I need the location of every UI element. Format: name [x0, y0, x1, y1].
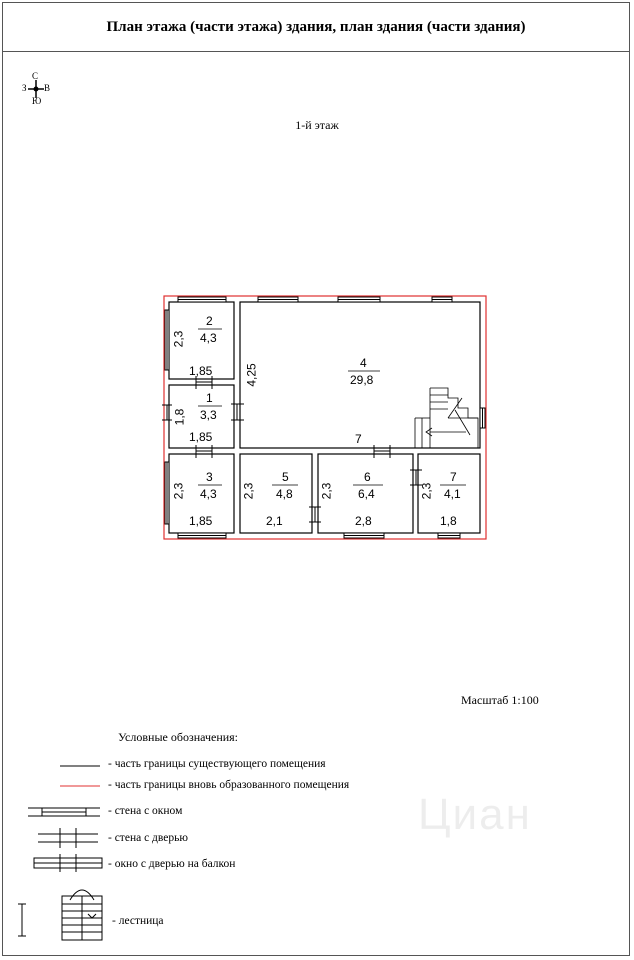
room-1-area: 3,3 — [200, 408, 217, 422]
compass-west: З — [22, 83, 27, 93]
dim-r6-side: 2,3 — [319, 482, 334, 500]
dim-r6-bottom: 2,8 — [355, 514, 372, 528]
legend-title: Условные обозначения: — [118, 730, 239, 744]
dim-r7-side: 2,3 — [419, 482, 434, 500]
room-1-number: 1 — [206, 391, 213, 405]
room-6-area: 6,4 — [358, 487, 375, 501]
scale-label: Масштаб 1:100 — [461, 693, 539, 707]
dim-r4-side: 4,25 — [244, 363, 259, 387]
compass-north: С — [32, 71, 39, 81]
legend-stairs-icon — [18, 890, 102, 940]
page-title: План этажа (части этажа) здания, план здания (части здания) — [2, 2, 630, 52]
room-7-area: 4,1 — [444, 487, 461, 501]
legend-wall-door-icon — [38, 828, 98, 848]
compass-east: В — [44, 83, 51, 93]
dim-r3-side: 2,3 — [171, 482, 186, 500]
legend-wall-door: - стена с дверью — [108, 832, 188, 844]
room-4-area: 29,8 — [350, 373, 374, 387]
legend-wall-window: - стена с окном — [108, 805, 183, 817]
legend-window-door-balcony: - окно с дверью на балкон — [108, 858, 236, 870]
compass-south: Ю — [32, 96, 42, 106]
legend-balcony-door-icon — [34, 854, 102, 872]
dim-r1-bottom: 1,85 — [189, 430, 213, 444]
dim-r5-side: 2,3 — [241, 482, 256, 500]
dim-r7-bottom: 1,8 — [440, 514, 457, 528]
room-4-number: 4 — [360, 356, 367, 370]
legend-wall-window-icon — [28, 808, 100, 816]
dim-r4-bottom: 7 — [355, 432, 362, 446]
room-2-area: 4,3 — [200, 331, 217, 345]
room-5-number: 5 — [282, 470, 289, 484]
legend-stairs: - лестница — [112, 915, 164, 927]
room-3-area: 4,3 — [200, 487, 217, 501]
legend-new-boundary: - часть границы вновь образованного помещения — [108, 779, 350, 791]
dim-r5-bottom: 2,1 — [266, 514, 283, 528]
room-2-number: 2 — [206, 314, 213, 328]
staircase-icon — [415, 388, 478, 448]
room-3-number: 3 — [206, 470, 213, 484]
dim-r3-bottom: 1,85 — [189, 514, 213, 528]
watermark: Циан — [418, 790, 532, 839]
room-6-number: 6 — [364, 470, 371, 484]
room-7-number: 7 — [450, 470, 457, 484]
dim-r2-side: 2,3 — [171, 330, 186, 348]
dim-r2-bottom: 1,85 — [189, 364, 213, 378]
dim-r1-side: 1,8 — [172, 408, 187, 426]
floor-label: 1-й этаж — [295, 118, 339, 132]
compass-arrow-icon — [28, 80, 44, 98]
legend-existing-boundary: - часть границы существующего помещения — [108, 758, 326, 770]
legend-graphics — [18, 766, 102, 940]
room-5-area: 4,8 — [276, 487, 293, 501]
